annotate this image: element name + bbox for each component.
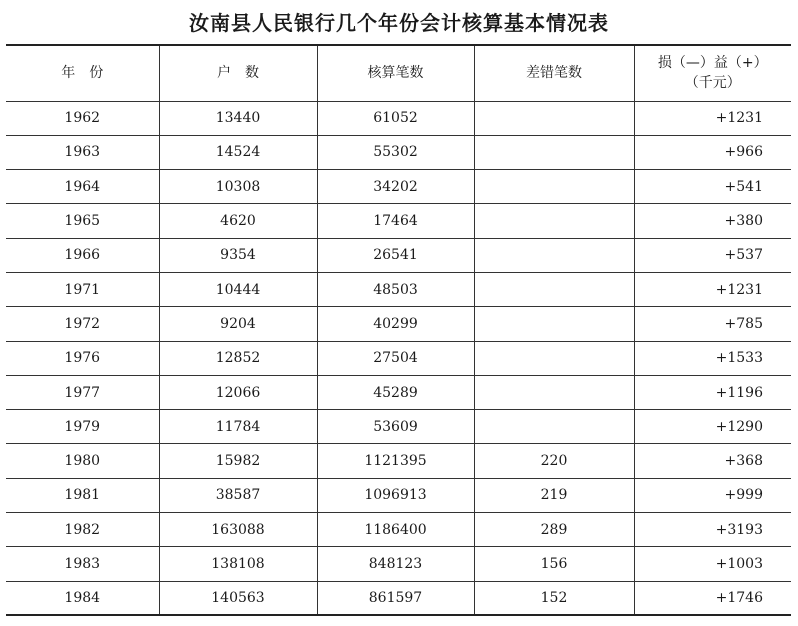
cell-households: 10444 <box>159 272 317 306</box>
cell-errors: 289 <box>474 513 634 547</box>
cell-errors <box>474 410 634 444</box>
cell-transactions: 34202 <box>317 170 474 204</box>
cell-profit-loss: +1196 <box>634 375 791 409</box>
cell-households: 12852 <box>159 341 317 375</box>
table-row <box>6 581 791 615</box>
table-row <box>6 307 791 341</box>
table-row <box>6 444 791 478</box>
cell-households: 163088 <box>159 513 317 547</box>
cell-profit-loss: +1003 <box>634 547 791 581</box>
cell-profit-loss: +368 <box>634 444 791 478</box>
cell-errors <box>474 307 634 341</box>
table-row <box>6 478 791 512</box>
cell-transactions: 45289 <box>317 375 474 409</box>
cell-errors <box>474 272 634 306</box>
cell-households: 9354 <box>159 238 317 272</box>
cell-errors: 152 <box>474 581 634 615</box>
cell-errors <box>474 204 634 238</box>
cell-transactions: 53609 <box>317 410 474 444</box>
cell-transactions: 1186400 <box>317 513 474 547</box>
cell-errors <box>474 170 634 204</box>
cell-errors <box>474 341 634 375</box>
cell-transactions: 848123 <box>317 547 474 581</box>
cell-transactions: 861597 <box>317 581 474 615</box>
cell-households: 12066 <box>159 375 317 409</box>
cell-profit-loss: +1290 <box>634 410 791 444</box>
header-profit-loss <box>634 45 791 101</box>
table-row <box>6 410 791 444</box>
table-row <box>6 238 791 272</box>
cell-errors: 156 <box>474 547 634 581</box>
cell-households: 38587 <box>159 478 317 512</box>
cell-year: 1982 <box>6 513 159 547</box>
cell-transactions: 1096913 <box>317 478 474 512</box>
cell-year: 1972 <box>6 307 159 341</box>
cell-households: 4620 <box>159 204 317 238</box>
cell-households: 9204 <box>159 307 317 341</box>
header-row <box>6 45 791 101</box>
header-year: 年 份 <box>6 45 159 101</box>
cell-year: 1984 <box>6 581 159 615</box>
cell-households: 138108 <box>159 547 317 581</box>
cell-households: 10308 <box>159 170 317 204</box>
cell-profit-loss: +537 <box>634 238 791 272</box>
cell-households: 14524 <box>159 135 317 169</box>
cell-profit-loss: +999 <box>634 478 791 512</box>
cell-households: 15982 <box>159 444 317 478</box>
cell-households: 13440 <box>159 101 317 135</box>
cell-year: 1981 <box>6 478 159 512</box>
cell-year: 1983 <box>6 547 159 581</box>
cell-transactions: 40299 <box>317 307 474 341</box>
cell-errors: 219 <box>474 478 634 512</box>
cell-transactions: 17464 <box>317 204 474 238</box>
cell-profit-loss: +1746 <box>634 581 791 615</box>
cell-households: 11784 <box>159 410 317 444</box>
cell-transactions: 26541 <box>317 238 474 272</box>
header-profit-loss-line2: （千元） <box>684 75 741 92</box>
table-row <box>6 513 791 547</box>
page-title: 汝南县人民银行几个年份会计核算基本情况表 <box>189 11 609 35</box>
cell-year: 1977 <box>6 375 159 409</box>
table-row <box>6 341 791 375</box>
table-row <box>6 547 791 581</box>
cell-profit-loss: +380 <box>634 204 791 238</box>
cell-errors <box>474 101 634 135</box>
cell-year: 1976 <box>6 341 159 375</box>
cell-profit-loss: +966 <box>634 135 791 169</box>
cell-errors: 220 <box>474 444 634 478</box>
cell-year: 1966 <box>6 238 159 272</box>
table-row <box>6 204 791 238</box>
table-row <box>6 170 791 204</box>
cell-profit-loss: +541 <box>634 170 791 204</box>
cell-transactions: 55302 <box>317 135 474 169</box>
cell-year: 1963 <box>6 135 159 169</box>
cell-year: 1971 <box>6 272 159 306</box>
cell-transactions: 48503 <box>317 272 474 306</box>
cell-year: 1964 <box>6 170 159 204</box>
table-row <box>6 101 791 135</box>
cell-year: 1979 <box>6 410 159 444</box>
header-households: 户 数 <box>159 45 317 101</box>
data-table <box>6 44 791 616</box>
cell-profit-loss: +1533 <box>634 341 791 375</box>
cell-profit-loss: +3193 <box>634 513 791 547</box>
cell-errors <box>474 238 634 272</box>
cell-profit-loss: +785 <box>634 307 791 341</box>
cell-errors <box>474 135 634 169</box>
cell-profit-loss: +1231 <box>634 101 791 135</box>
cell-transactions: 27504 <box>317 341 474 375</box>
cell-year: 1965 <box>6 204 159 238</box>
header-profit-loss-line1: 损（—）益（+） <box>657 55 768 72</box>
cell-year: 1980 <box>6 444 159 478</box>
header-transactions: 核算笔数 <box>317 45 474 101</box>
table-row <box>6 375 791 409</box>
header-errors: 差错笔数 <box>474 45 634 101</box>
cell-transactions: 61052 <box>317 101 474 135</box>
table-row <box>6 135 791 169</box>
table-row <box>6 272 791 306</box>
cell-errors <box>474 375 634 409</box>
cell-profit-loss: +1231 <box>634 272 791 306</box>
cell-year: 1962 <box>6 101 159 135</box>
cell-households: 140563 <box>159 581 317 615</box>
cell-transactions: 1121395 <box>317 444 474 478</box>
